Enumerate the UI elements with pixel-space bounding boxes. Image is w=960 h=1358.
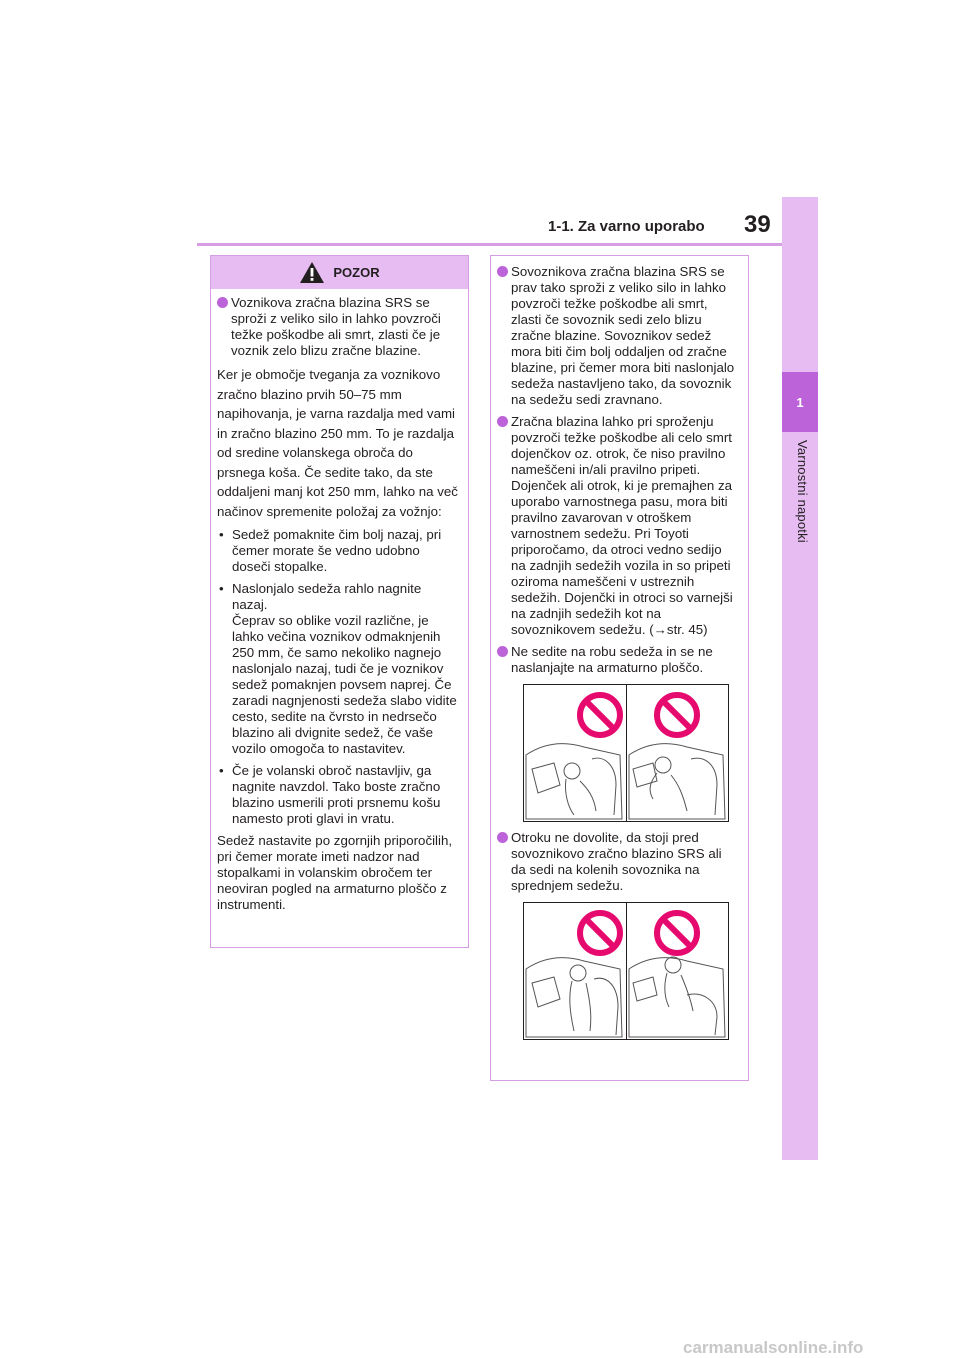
illustration-leaning-on-dashboard <box>523 684 729 822</box>
warning-paragraph: Ker je območje tveganja za voznikovo zračno blazino prvih 50–75 mm napihovanja, je varna razdalja med vami in zračno blazino 250 mm. To je razdalja od sredine volanskega obroča do prsnega koša. Če sedite tako, da ste oddaljeni manj kot 250 mm, lahko na več načinov spremenite položaj za vožnjo: <box>217 367 458 519</box>
prohibited-scene-right <box>627 903 729 1039</box>
warning-triangle-icon <box>299 261 325 284</box>
prohibited-scene-right <box>627 685 729 821</box>
sub-item-text: Naslonjalo sedeža rahlo nagnite nazaj. Čeprav so oblike vozil različne, je lahko večina voznikov odmaknjenih 250 mm, če samo nekoliko nagnejo naslonjalo nazaj, tudi če je voznikov sedež pomaknjen povsem naprej. Če zaradi nagnjenosti sedeža slabo vidite cesto, sedite na čvrsto in nedrsečo blazino ali dvignite sedež, če vaše vozilo omogoča to nastavitev. <box>232 581 457 756</box>
warning-bullet-text: Sovoznikova zračna blazina SRS se prav tako sproži z veliko silo in lahko povzroči težke poškodbe ali smrt, zlasti če sovoznik sedi zelo blizu zračne blazine. Sovoznikov sedež mora biti čim bolj oddaljen od zračne blazine, pri čemer mora biti naslonjalo sedeža nastavljeno tako, da sovoznik na sedežu sedi zravnano. <box>511 264 735 407</box>
sub-item-text: Če je volanski obroč nastavljiv, ga nagnite navzdol. Tako boste zračno blazino usmerili proti prsnemu košu namesto proti glavi in vratu. <box>232 763 441 826</box>
sub-item-marker: • <box>219 581 224 596</box>
warning-bullet-text: Otroku ne dovolite, da stoji pred sovoznikovo zračno blazino SRS ali da sedi na kolenih sovoznika na sprednjem sedežu. <box>511 830 722 893</box>
chapter-number: 1 <box>782 372 818 432</box>
sub-item-marker: • <box>219 527 224 542</box>
warning-sub-item <box>217 581 458 757</box>
warning-bullet <box>217 295 458 359</box>
chapter-label: Varnostni napotki <box>795 440 810 543</box>
warning-box-continued <box>490 255 749 1081</box>
prohibited-scene-left <box>524 903 626 1039</box>
section-title: 1-1. Za varno uporabo <box>548 218 705 235</box>
warning-bullet <box>497 264 738 408</box>
warning-sub-item <box>217 763 458 827</box>
sub-item-text: Sedež pomaknite čim bolj nazaj, pri čemer morate še vedno udobno doseči stopalke. <box>232 527 442 574</box>
warning-bullet <box>497 644 738 676</box>
bullet-dot <box>497 266 508 277</box>
warning-closing: Sedež nastavite po zgornjih priporočilih, pri čemer morate imeti nadzor nad stopalkami in volanskim obročem ter neoviran pogled na armaturno ploščo z instrumenti. <box>217 833 453 912</box>
bullet-dot <box>217 297 228 308</box>
header-rule <box>197 243 782 246</box>
warning-bullet-text: Zračna blazina lahko pri sproženju povzroči težke poškodbe ali celo smrt dojenčkov oz. otrok, če niso pravilno nameščeni in/ali pravilno pripeti. Dojenček ali otrok, ki je premajhen za uporabo varnostnega pasu, mora biti pravilno zavarovan v otroškem varnostnem sedežu. Pri Toyoti priporočamo, da otroci vedno sedijo na zadnjih sedežih vozila in so pripeti oziroma nameščeni v ustreznih sedežih. Dojenčki in otroci so varnejši na zadnjih sedežih kot na sovoznikovem sedežu. (→str. 45) <box>511 414 733 637</box>
warning-bullet <box>497 414 738 638</box>
sub-item-marker: • <box>219 763 224 778</box>
chapter-side-tab <box>782 197 818 1160</box>
bullet-dot <box>497 646 508 657</box>
footer-watermark-url: carmanualsonline.info <box>683 1338 864 1357</box>
warning-bullet-text: Voznikova zračna blazina SRS se sproži z veliko silo in lahko povzroči težke poškodbe ali smrt, zlasti če je voznik zelo blizu zračne blazine. <box>231 295 441 358</box>
warning-header <box>211 256 468 289</box>
bullet-dot <box>497 416 508 427</box>
warning-box <box>210 255 469 948</box>
bullet-dot <box>497 832 508 843</box>
prohibited-scene-left <box>524 685 626 821</box>
illustration-child-standing <box>523 902 729 1040</box>
warning-title: POZOR <box>333 265 380 280</box>
warning-bullet <box>497 830 738 894</box>
warning-bullet-text: Ne sedite na robu sedeža in se ne naslanjajte na armaturno ploščo. <box>511 644 713 675</box>
warning-sub-item <box>217 527 458 575</box>
page-number: 39 <box>744 211 771 238</box>
